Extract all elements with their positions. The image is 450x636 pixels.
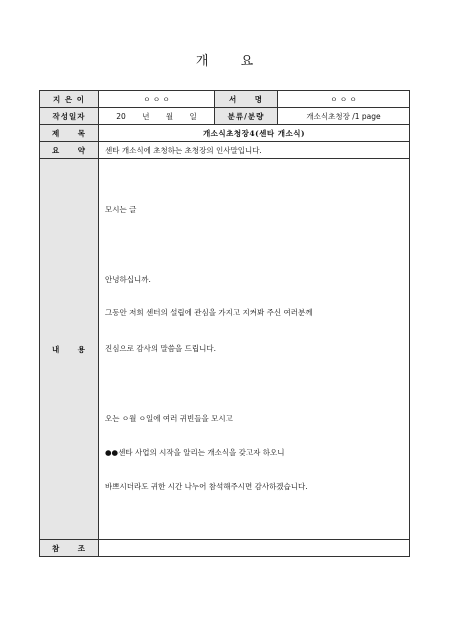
content-line: 모시는 글 [105, 205, 137, 214]
summary-row [40, 142, 410, 159]
summary-form-table [39, 90, 410, 557]
subject-value: 개소식초청장4(센타 개소식) [99, 125, 410, 142]
content-line: 안녕하십니까. [105, 275, 151, 284]
content-line: ●●센타 사업의 시작을 알리는 개소식을 갖고자 하오니 [105, 448, 285, 457]
date-row [40, 108, 410, 125]
author-label: 지 은 이 [40, 91, 99, 108]
content-line: 오는 ㅇ월 ㅇ일에 여러 귀빈들을 모시고 [105, 414, 233, 423]
author-row [40, 91, 410, 108]
category-value: 개소식초청장 /1 page [278, 108, 410, 125]
signature-label: 서 명 [215, 91, 278, 108]
content-row [40, 159, 410, 540]
category-label: 분류/분량 [215, 108, 278, 125]
reference-row [40, 540, 410, 557]
summary-label: 요 약 [40, 142, 99, 159]
content-line: 진심으로 감사의 말씀을 드립니다. [105, 344, 216, 353]
subject-label: 제 목 [40, 125, 99, 142]
reference-label: 참 조 [40, 540, 99, 557]
content-line: 바쁘시더라도 귀한 시간 나누어 참석해주시면 감사하겠습니다. [105, 482, 308, 491]
content-body [99, 159, 410, 540]
author-value: ㅇ ㅇ ㅇ [99, 91, 215, 108]
summary-value: 센타 개소식에 초청하는 초청장의 인사말입니다. [99, 142, 410, 159]
date-label: 작성일자 [40, 108, 99, 125]
content-line: 그동안 저희 센터의 설립에 관심을 가지고 지켜봐 주신 여러분께 [105, 308, 313, 317]
reference-value [99, 540, 410, 557]
signature-value: ㅇ ㅇ ㅇ [278, 91, 410, 108]
subject-row [40, 125, 410, 142]
document-title: 개 요 [195, 54, 255, 69]
date-value: 20 년 월 일 [99, 108, 215, 125]
content-label: 내 용 [40, 159, 99, 540]
